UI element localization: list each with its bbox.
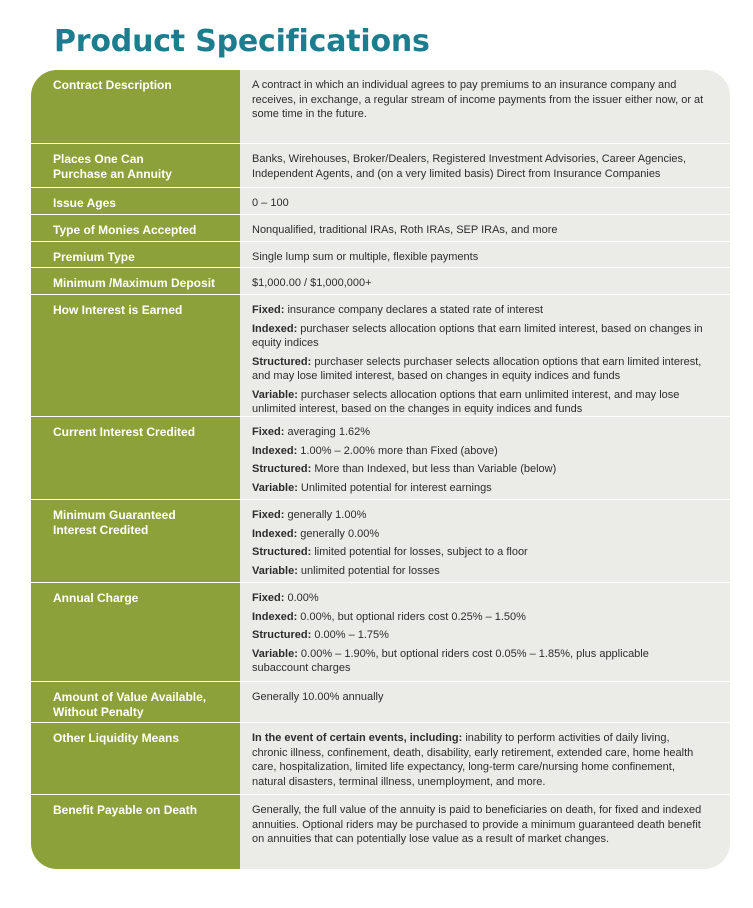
row-value-how-interest-earned bbox=[240, 295, 730, 417]
value-text: Single lump sum or multiple, flexible payments bbox=[252, 251, 479, 263]
value-term: Variable: bbox=[252, 388, 298, 401]
value-text: 0.00% – 1.90%, but optional riders cost 0.05% – 1.85%, plus applicable subaccount charges bbox=[252, 647, 649, 674]
value-term: Structured: bbox=[252, 546, 312, 558]
value-line bbox=[252, 628, 708, 643]
value-term: Structured: bbox=[252, 463, 312, 475]
value-term: Indexed: bbox=[252, 527, 298, 540]
value-term: Structured: bbox=[252, 629, 312, 641]
row-value-annual-charge bbox=[240, 583, 730, 682]
value-column bbox=[240, 70, 730, 869]
value-text: inability to perform activities of daily living, chronic illness, confinement, death, disability, early retirement, extended care, home health care, hospitalization, limited life expectancy, long-term care/nursing home confinement, natural disasters, terminal illness, unemployment, and more. bbox=[252, 732, 694, 788]
row-value-places-to-purchase bbox=[240, 144, 730, 188]
value-line bbox=[252, 444, 708, 459]
value-term: Indexed: bbox=[252, 610, 298, 623]
row-label-how-interest-earned: How Interest is Earned bbox=[31, 295, 240, 417]
value-text: More than Indexed, but less than Variable (below) bbox=[311, 463, 557, 475]
product-specifications-table bbox=[31, 70, 730, 869]
row-label-monies-accepted: Type of Monies Accepted bbox=[31, 215, 240, 242]
value-line bbox=[252, 564, 708, 579]
value-text: purchaser selects purchaser selects allocation options that earn limited interest, and may lose limited interest, based on changes in equity indices and funds bbox=[252, 355, 702, 382]
value-text: unlimited potential for losses bbox=[297, 564, 440, 577]
value-text: A contract in which an individual agrees to pay premiums to an insurance company and receives, in exchange, a regular stream of income payments from the issuer either now, or at some time in the future. bbox=[252, 79, 704, 120]
row-label-minimum-guaranteed: Minimum Guaranteed Interest Credited bbox=[31, 500, 240, 583]
value-line bbox=[252, 508, 708, 523]
value-text: Unlimited potential for interest earnings bbox=[297, 481, 492, 494]
row-label-contract-description: Contract Description bbox=[31, 70, 240, 144]
value-term: Structured: bbox=[252, 355, 312, 368]
row-label-other-liquidity: Other Liquidity Means bbox=[31, 723, 240, 795]
value-line bbox=[252, 462, 708, 477]
value-term: Fixed: bbox=[252, 304, 285, 316]
row-label-death-benefit: Benefit Payable on Death bbox=[53, 803, 198, 817]
row-label-current-interest: Current Interest Credited bbox=[31, 417, 240, 500]
value-text: Nonqualified, traditional IRAs, Roth IRAs, SEP IRAs, and more bbox=[252, 224, 558, 236]
value-text: Generally 10.00% annually bbox=[252, 691, 384, 703]
value-term: Fixed: bbox=[252, 426, 285, 438]
value-line bbox=[252, 303, 708, 318]
row-label-annual-charge: Annual Charge bbox=[31, 583, 240, 682]
row-value-value-available bbox=[240, 682, 730, 723]
value-term: Variable: bbox=[252, 481, 298, 494]
row-value-monies-accepted bbox=[240, 215, 730, 242]
value-line bbox=[252, 591, 708, 606]
value-text: 0.00% – 1.75% bbox=[311, 629, 389, 641]
value-text: limited potential for losses, subject to a floor bbox=[311, 546, 528, 558]
value-line bbox=[252, 647, 708, 676]
value-text: Generally, the full value of the annuity is paid to beneficiaries on death, for fixed and indexed annuities. Optional riders may be purchased to provide a minimum guaranteed death benefit on annuities that can potentially lose value as a result of market changes. bbox=[252, 804, 702, 845]
value-text: purchaser selects allocation options that earn unlimited interest, and may lose unlimited interest, based on the changes in equity indices and funds bbox=[252, 388, 680, 415]
value-text: $1,000.00 / $1,000,000+ bbox=[252, 277, 372, 289]
row-label-places-to-purchase: Places One Can Purchase an Annuity bbox=[31, 144, 240, 188]
value-term: Variable: bbox=[252, 647, 298, 660]
label-column bbox=[31, 70, 240, 869]
value-line bbox=[252, 481, 708, 496]
value-line bbox=[252, 545, 708, 560]
value-text: generally 0.00% bbox=[297, 527, 380, 540]
value-line bbox=[252, 610, 708, 625]
value-text: averaging 1.62% bbox=[284, 426, 371, 438]
value-text: 0.00%, but optional riders cost 0.25% – 1.50% bbox=[297, 610, 526, 623]
row-label-value-available: Amount of Value Available, Without Penalty bbox=[31, 682, 240, 723]
row-value-death-benefit bbox=[240, 795, 730, 869]
row-value-contract-description bbox=[240, 70, 730, 144]
value-text: purchaser selects allocation options that earn limited interest, based on changes in equity indices bbox=[252, 322, 703, 349]
value-text: insurance company declares a stated rate of interest bbox=[284, 304, 544, 316]
value-line bbox=[252, 355, 708, 384]
value-text: 1.00% – 2.00% more than Fixed (above) bbox=[297, 444, 498, 457]
row-value-minimum-guaranteed bbox=[240, 500, 730, 583]
row-value-other-liquidity bbox=[240, 723, 730, 795]
value-term: Indexed: bbox=[252, 322, 298, 335]
row-value-issue-ages bbox=[240, 188, 730, 215]
row-label-premium-type: Premium Type bbox=[31, 242, 240, 268]
row-value-current-interest bbox=[240, 417, 730, 500]
value-text: 0.00% bbox=[284, 592, 319, 604]
row-value-deposit bbox=[240, 268, 730, 295]
page-title: Product Specifications bbox=[54, 24, 430, 59]
value-text: 0 – 100 bbox=[252, 197, 289, 209]
row-label-issue-ages: Issue Ages bbox=[31, 188, 240, 215]
value-text: Banks, Wirehouses, Broker/Dealers, Registered Investment Advisories, Career Agencies, Independent Agents, and (on a very limited basis) Direct from Insurance Companies bbox=[252, 153, 687, 180]
value-term: Fixed: bbox=[252, 592, 285, 604]
value-line bbox=[252, 322, 708, 351]
value-term: Fixed: bbox=[252, 509, 285, 521]
value-line bbox=[252, 425, 708, 440]
row-label-deposit: Minimum /Maximum Deposit bbox=[31, 268, 240, 295]
value-term: In the event of certain events, including: bbox=[252, 732, 463, 744]
row-value-premium-type bbox=[240, 242, 730, 268]
value-line bbox=[252, 388, 708, 417]
value-term: Indexed: bbox=[252, 444, 298, 457]
value-text: generally 1.00% bbox=[284, 509, 367, 521]
value-line bbox=[252, 731, 708, 789]
value-line bbox=[252, 527, 708, 542]
value-term: Variable: bbox=[252, 564, 298, 577]
